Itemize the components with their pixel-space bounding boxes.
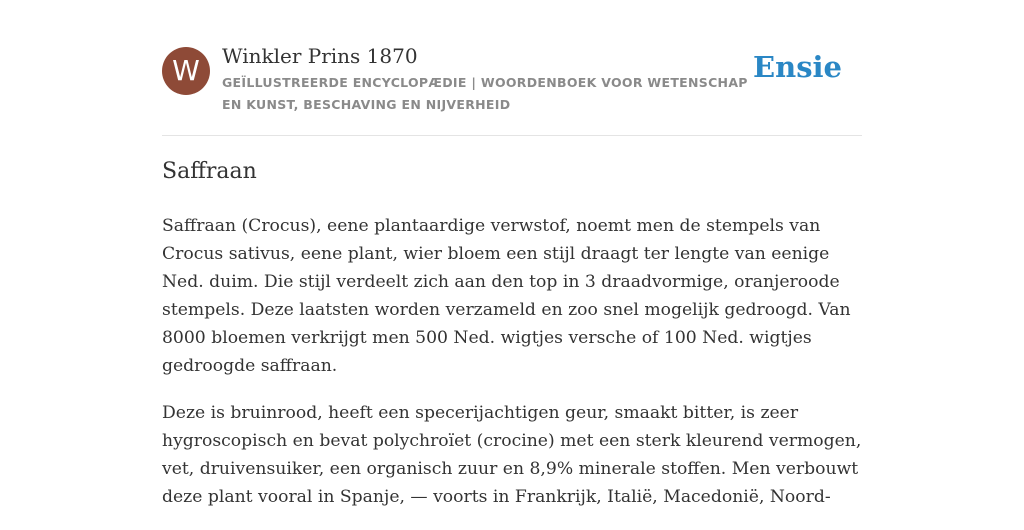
article-paragraph: Saffraan (Crocus), eene plantaardige verwstof, noemt men de stempels van Crocus sativus, eene plant, wier bloem een stijl draagt ter lengte van eenige Ned. duim. Die stijl verdeelt zich aan den top in 3 draadvormige, oranjeroode stempels. Deze laatsten worden verzameld en zoo snel mogelijk gedroogd. Van 8000 bloemen verkrijgt men 500 Ned. wigtjes versche of 100 Ned. wigtjes gedroogde saffraan. xyxy=(162,216,851,376)
source-avatar[interactable]: W xyxy=(162,47,210,95)
article-body xyxy=(162,212,862,530)
article-paragraph: Deze is bruinrood, heeft een specerijachtigen geur, smaakt bitter, is zeer hygroscopisch en bevat polychroïet (crocine) met een sterk kleurend vermogen, vet, druivensuiker, een organisch zuur en 8,9% minerale stoffen. Men verbouwt deze plant vooral in Spanje, — voorts in Frankrijk, Italië, Macedonië, Noord- xyxy=(162,403,862,507)
page xyxy=(162,0,862,507)
article-title: Saffraan xyxy=(162,159,257,184)
ensie-logo-link[interactable]: Ensie xyxy=(753,50,842,84)
source-title[interactable]: Winkler Prins 1870 xyxy=(222,44,418,68)
source-subtitle: GEÏLLUSTREERDE ENCYCLOPÆDIE | WOORDENBOEK VOOR WETENSCHAP EN KUNST, BESCHAVING EN NIJVERHEID xyxy=(222,75,748,112)
source-header xyxy=(162,0,862,136)
